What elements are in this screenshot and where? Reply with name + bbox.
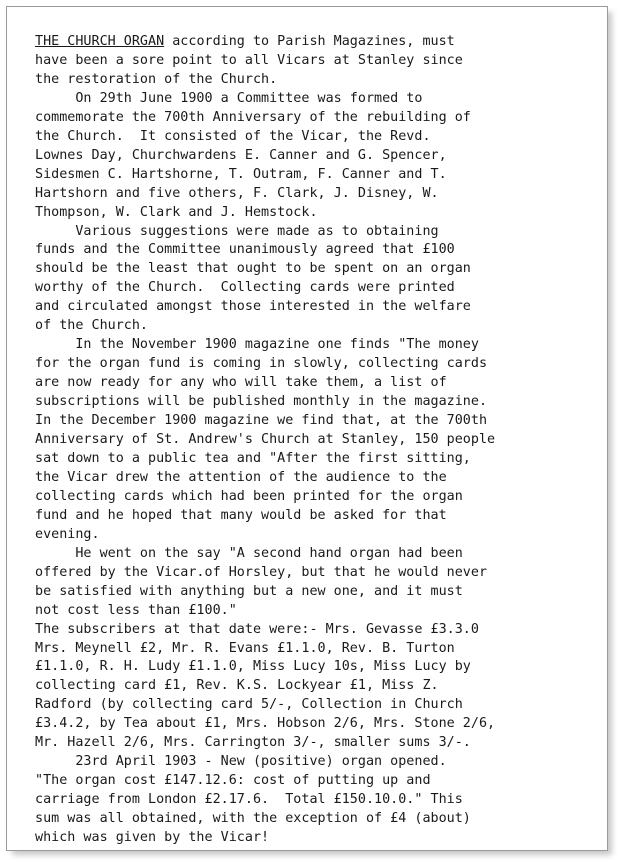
text-line: be satisfied with anything but a new one, and it must — [35, 583, 463, 599]
text-line: 23rd April 1903 - New (positive) organ opened. — [35, 754, 447, 770]
text-line: Anniversary of St. Andrew's Church at Stanley, 150 people — [35, 432, 496, 448]
text-line: worthy of the Church. Collecting cards were printed — [35, 280, 455, 296]
text-line: sat down to a public tea and "After the first sitting, — [35, 450, 471, 466]
text-line: the restoration of the Church. — [35, 71, 278, 87]
text-line: the Church. It consisted of the Vicar, the Revd. — [35, 128, 431, 144]
text-line: sum was all obtained, with the exception of £4 (about) — [35, 811, 471, 827]
text-line: Sidesmen C. Hartshorne, T. Outram, F. Canner and T. — [35, 166, 447, 182]
text-line: £1.1.0, R. H. Ludy £1.1.0, Miss Lucy 10s, Miss Lucy by — [35, 659, 471, 675]
text-line: Radford (by collecting card 5/-, Collection in Church — [35, 697, 463, 713]
text-line: Thompson, W. Clark and J. Hemstock. — [35, 204, 318, 220]
document-body — [35, 33, 595, 848]
text-line: commemorate the 700th Anniversary of the rebuilding of — [35, 109, 471, 125]
text-line: not cost less than £100." — [35, 602, 237, 618]
text-line: are now ready for any who will take them, a list of — [35, 375, 447, 391]
text-line: collecting cards which had been printed for the organ — [35, 488, 463, 504]
text-line: have been a sore point to all Vicars at Stanley since — [35, 52, 463, 68]
text-line: Various suggestions were made as to obtaining — [35, 223, 439, 239]
text-line: In the December 1900 magazine we find that, at the 700th — [35, 413, 488, 429]
text-line: which was given by the Vicar! — [35, 830, 270, 846]
text-line: Lownes Day, Churchwardens E. Canner and G. Spencer, — [35, 147, 447, 163]
text-line: collecting card £1, Rev. K.S. Lockyear £1, Miss Z. — [35, 678, 439, 694]
text-line: offered by the Vicar.of Horsley, but that he would never — [35, 564, 488, 580]
text-line: "The organ cost £147.12.6: cost of putting up and — [35, 773, 431, 789]
text-line: fund and he hoped that many would be asked for that — [35, 507, 447, 523]
text-line: On 29th June 1900 a Committee was formed to — [35, 90, 423, 106]
text-line: The subscribers at that date were:- Mrs. Gevasse £3.3.0 — [35, 621, 479, 637]
text-line: and circulated amongst those interested in the welfare — [35, 299, 471, 315]
text-line: funds and the Committee unanimously agreed that £100 — [35, 242, 455, 258]
text-line: Mrs. Meynell £2, Mr. R. Evans £1.1.0, Rev. B. Turton — [35, 640, 455, 656]
text-line: He went on the say "A second hand organ had been — [35, 545, 463, 561]
text-line: evening. — [35, 526, 100, 542]
text-line: £3.4.2, by Tea about £1, Mrs. Hobson 2/6, Mrs. Stone 2/6, — [35, 716, 496, 732]
text-line: the Vicar drew the attention of the audience to the — [35, 469, 447, 485]
text-line: of the Church. — [35, 318, 149, 334]
text-line: should be the least that ought to be spent on an organ — [35, 261, 471, 277]
text-line: Mr. Hazell 2/6, Mrs. Carrington 3/-, smaller sums 3/-. — [35, 735, 471, 751]
text-line: carriage from London £2.17.6. Total £150.10.0." This — [35, 792, 463, 808]
text-line: for the organ fund is coming in slowly, collecting cards — [35, 356, 488, 372]
text-line: subscriptions will be published monthly in the magazine. — [35, 394, 488, 410]
document-heading: THE CHURCH ORGAN — [35, 34, 165, 49]
text-line: according to Parish Magazines, must — [164, 34, 455, 49]
text-line: Hartshorn and five others, F. Clark, J. Disney, W. — [35, 185, 439, 201]
document-page — [6, 6, 608, 851]
text-line: In the November 1900 magazine one finds "The money — [35, 337, 479, 353]
